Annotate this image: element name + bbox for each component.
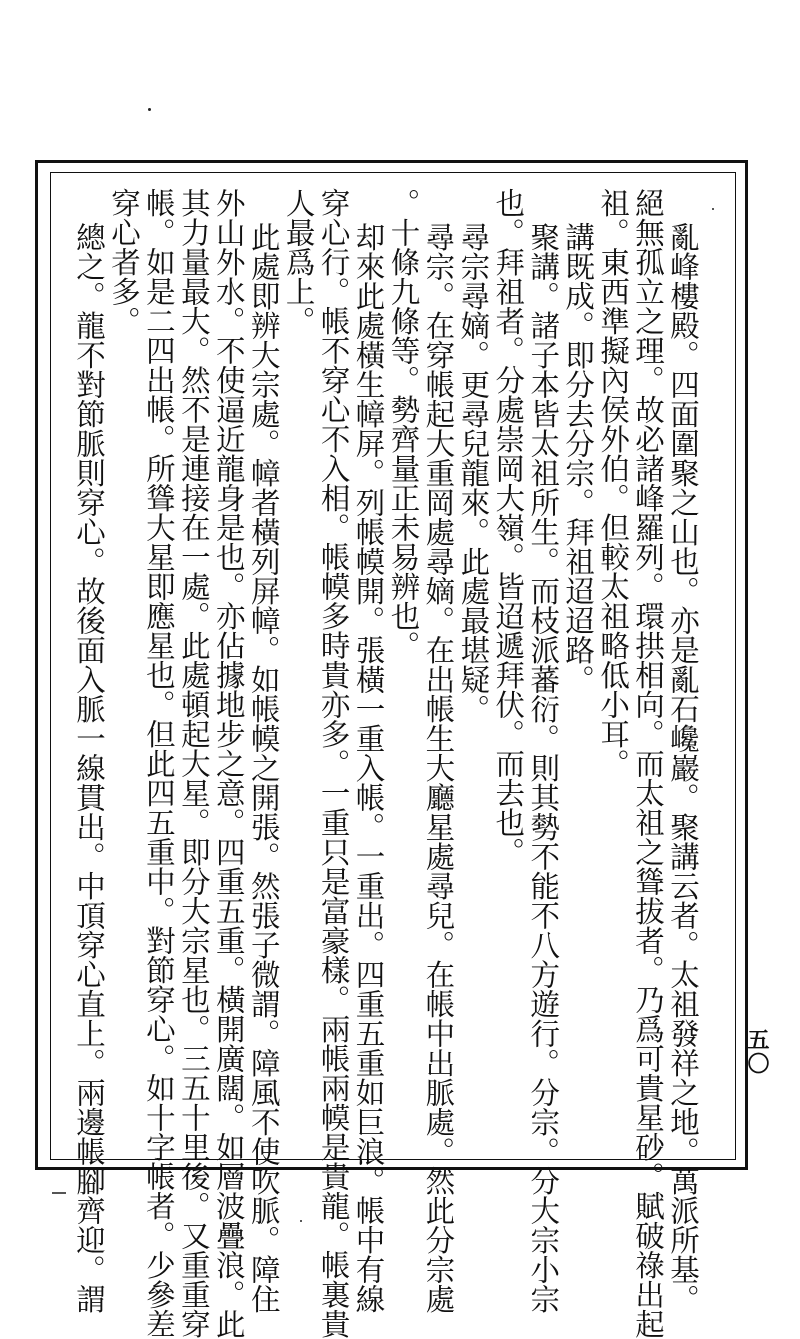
text-column: 絕無孤立之理。故必諸峰羅列。環拱相向。而太祖之聳拔者。乃爲可貴星砂。賦破祿出起 (631, 188, 665, 1339)
text-column: 。十條九條等。勢齊量正未易辨也。 (386, 188, 421, 660)
text-column: 亂峰樓殿。四面圍聚之山也。亦是亂石巉巖。聚講云者。太祖發祥之地。萬派所基。 (665, 222, 700, 1314)
text-column: 講既成。即分去分宗。拜祖迢迢路。 (561, 222, 596, 694)
text-column: 此處即辨大宗處。幛者橫列屏幛。如帳幙之開張。然張子微謂。障風不使吹脈。障住 (246, 222, 281, 1314)
text-column: 尋宗。在穿帳起大重岡處尋嫡。在出帳生大廳星處尋兒。在帳中出脈處。然此分宗處 (421, 222, 456, 1314)
scan-speck (300, 1220, 302, 1222)
text-column: 穿心行。帳不穿心不入相。帳幙多時貴亦多。一重只是富豪樣。兩帳兩幙是貴龍。帳裏貴 (316, 188, 351, 1339)
page-number: 五〇 (744, 1028, 770, 1076)
text-column: 穿心者多。 (106, 188, 141, 336)
text-column: 尋宗尋嫡。更尋兒龍來。此處最堪疑。 (456, 222, 491, 724)
scan-mark (52, 1192, 66, 1194)
text-column: 聚講。諸子本皆太祖所生。而枝派蕃衍。則其勢不能不八方遊行。分宗。分大宗小宗 (526, 222, 561, 1314)
text-column: 却來此處橫生幛屏。列帳幙開。張橫一重入帳。一重出。四重五重如巨浪。帳中有線 (351, 222, 386, 1314)
text-column: 其力量最大。然不是連接在一處。此處頓起大星。即分大宗星也。三五十里後。又重重穿 (176, 188, 211, 1339)
vertical-text-block (72, 188, 700, 1339)
text-column: 人最爲上。 (281, 188, 316, 336)
text-column: 也。拜祖者。分處崇岡大嶺。皆迢遞拜伏。而去也。 (491, 188, 526, 867)
text-column: 外山外水。不使逼近龍身是也。亦佔據地步之意。四重五重。橫開廣闊。如層波疊浪。此 (211, 188, 246, 1339)
scan-speck (148, 108, 151, 111)
text-column: 帳。如是二四出帳。所聳大星即應星也。但此四五重中。對節穿心。如十字帳者。少參差 (141, 188, 176, 1339)
text-column: 總之。龍不對節脈則穿心。故後面入脈一線貫出。中頂穿心直上。兩邊帳腳齊迎。謂 (72, 222, 106, 1314)
text-column: 祖。東西準擬內侯外伯。但較太祖略低小耳。 (596, 188, 631, 778)
